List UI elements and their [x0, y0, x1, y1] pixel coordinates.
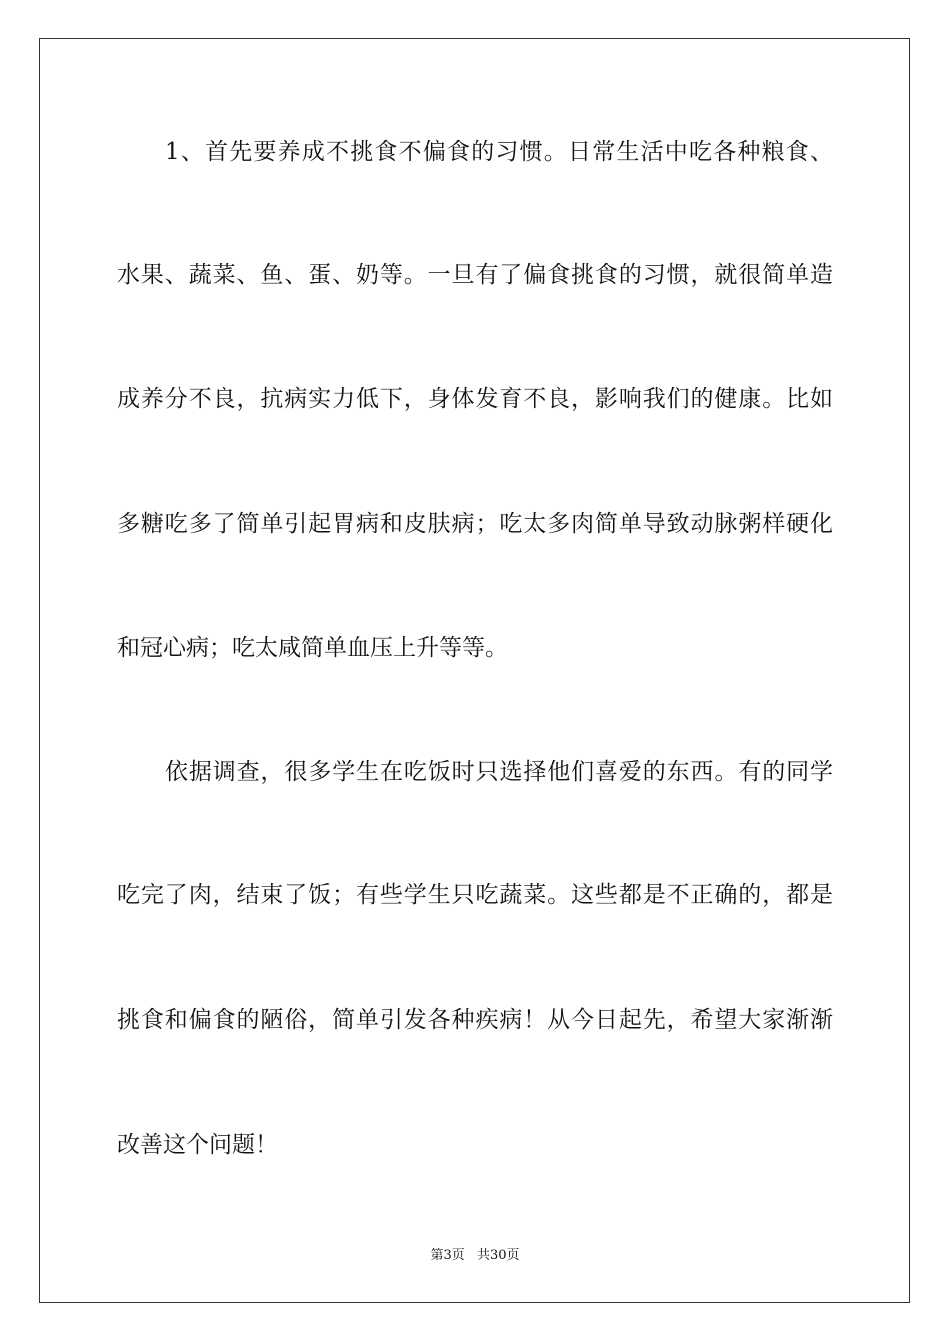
- paragraph-2-line-3: 挑食和偏食的陋俗，简单引发各种疾病！从今日起先，希望大家渐渐: [117, 1007, 833, 1033]
- paragraph-2-line-2: 吃完了肉，结束了饭；有些学生只吃蔬菜。这些都是不正确的，都是: [117, 882, 833, 908]
- paragraph-2-line-1: 依据调查，很多学生在吃饭时只选择他们喜爱的东西。有的同学: [165, 759, 833, 785]
- paragraph-1-line-2: 水果、蔬菜、鱼、蛋、奶等。一旦有了偏食挑食的习惯，就很简单造: [117, 262, 833, 288]
- page-total: 共30页: [476, 1248, 520, 1263]
- paragraph-1-line-1: 1、首先要养成不挑食不偏食的习惯。日常生活中吃各种粮食、: [165, 139, 833, 165]
- paragraph-1-line-3: 成养分不良，抗病实力低下，身体发育不良，影响我们的健康。比如: [117, 386, 833, 412]
- page-frame: [39, 38, 910, 1303]
- page-number: 第3页: [430, 1248, 465, 1263]
- paragraph-2-line-4: 改善这个问题！: [117, 1132, 278, 1158]
- paragraph-1-line-4: 多糖吃多了简单引起胃病和皮肤病；吃太多肉简单导致动脉粥样硬化: [117, 511, 833, 537]
- page-footer: [0, 1247, 950, 1265]
- paragraph-1-line-5: 和冠心病；吃太咸简单血压上升等等。: [117, 635, 508, 661]
